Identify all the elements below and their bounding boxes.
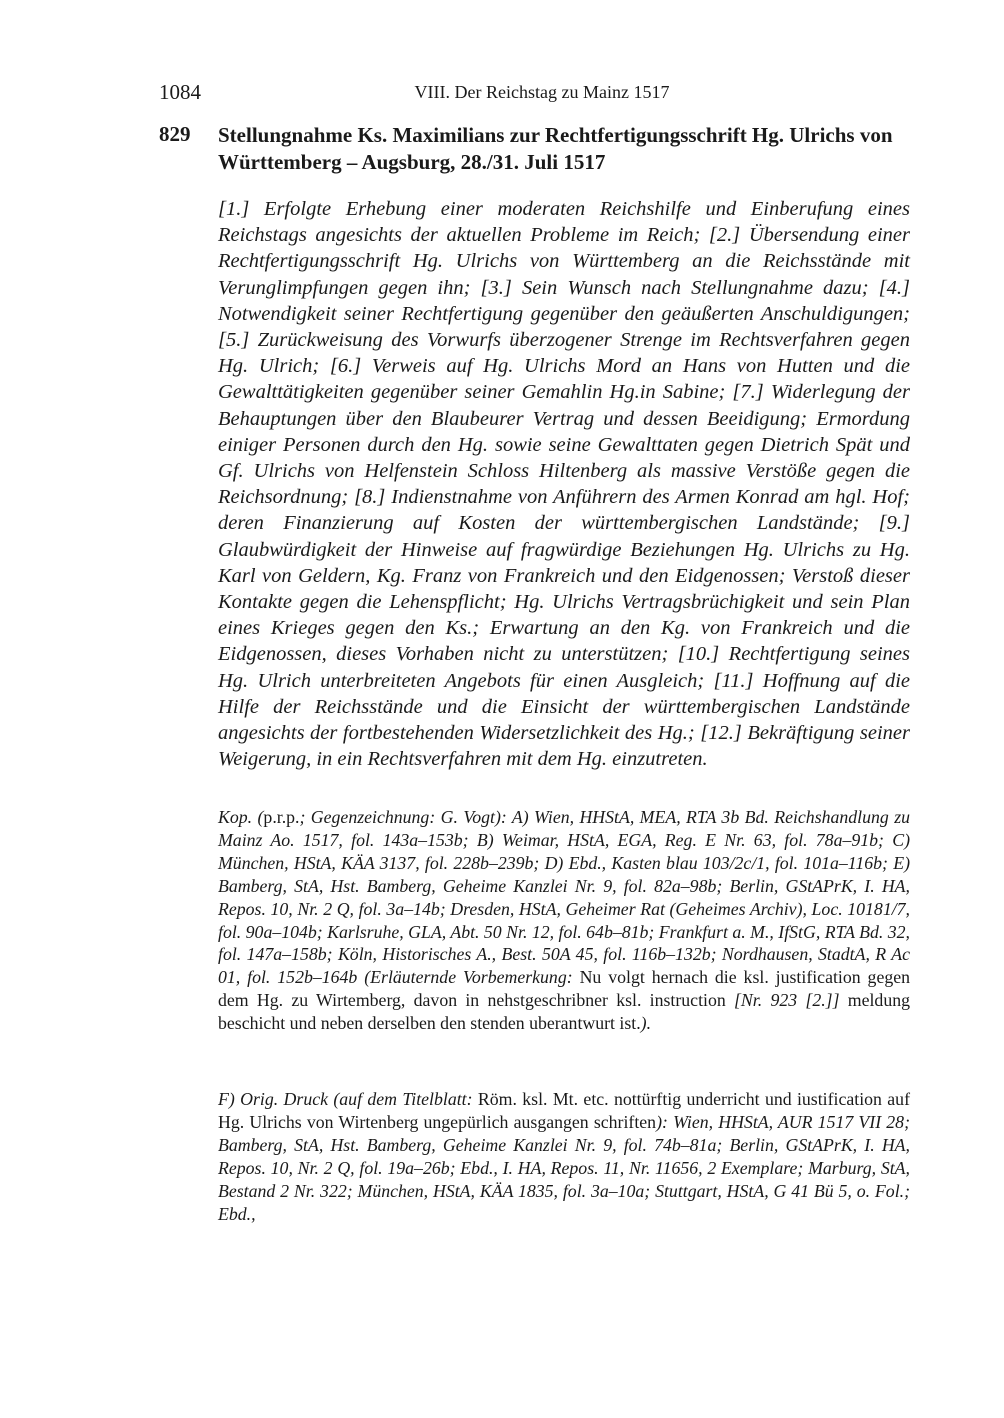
source-copies-reference: [Nr. 923 [2.]] — [734, 990, 840, 1011]
source-original-list: ): Wien, HHStA, AUR 1517 VII 28; Bamberg, StA, Hst. Bamberg, Geheime Kanzlei Nr. 9, fol. 74b–81a; Berlin, GStAPrK, I. HA, Repos. 10, Nr. 2 Q, fol. 19a–26b; Ebd., I. HA, Repos. 11, Nr. 11656, 2 Exemplare; Marburg, StA, Bestand 2 Nr. 322; München, HStA, KÄA 1835, fol. 3a–10a; Stuttgart, HStA, G 41 Bü 5, o. Fol.; Ebd., — [218, 1111, 910, 1224]
running-head: VIII. Der Reichstag zu Mainz 1517 — [414, 82, 670, 102]
source-original-intro: F) Orig. Druck (auf dem Titelblatt: — [218, 1089, 478, 1109]
page-number: 1084 — [159, 80, 201, 104]
source-copies-quote: Nu volgt hernach die ksl. justification gegen dem Hg. zu Wirtemberg, davon in nehstgeschribner ksl. instruction — [218, 967, 911, 1011]
source-copies-close: ). — [640, 1013, 652, 1034]
source-copies-prp: p.r.p. — [263, 807, 300, 827]
source-original-print — [218, 1088, 910, 1225]
source-copies-quote-end: meldung beschicht und neben derselben den stenden uberantwurt ist. — [218, 990, 910, 1034]
regest-summary: [1.] Erfolgte Erhebung einer moderaten Reichshilfe und Einberufung eines Reichstags angesichts der aktuellen Probleme im Reich; [2.] Übersendung einer Rechtfertigungsschrift Hg. Ulrichs von Württemberg an die Reichsstände mit Verunglimpfungen gegen ihn; [3.] Sein Wunsch nach Stellungnahme dazu; [4.] Notwendigkeit seiner Rechtfertigung gegenüber den geäußerten Anschuldigungen; [5.] Zurückweisung des Vorwurfs überzogener Strenge im Rechtsverfahren gegen Hg. Ulrich; [6.] Verweis auf Hg. Ulrichs Mord an Hans von Hutten und die Gewalttätigkeiten gegenüber seiner Gemahlin Hg.in Sabine; [7.] Widerlegung der Behauptungen über den Blaubeurer Vertrag und dessen Beeidigung; Ermordung einiger Personen durch den Hg. sowie seine Gewalttaten gegen Dietrich Spät und Gf. Ulrichs von Helfenstein Schloss Hiltenberg als massive Verstöße gegen die Reichsordnung; [8.] Indienstnahme von Anführern des Armen Konrad am hgl. Hof; deren Finanzierung auf Kosten der württembergischen Landstände; [9.] Glaubwürdigkeit der Hinweise auf fragwürdige Beziehungen Hg. Ulrichs zu Hg. Karl von Geldern, Kg. Franz von Frankreich und den Eidgenossen; Verstoß dieser Kontakte gegen die Lehenspflicht; Hg. Ulrichs Vertragsbrüchigkeit und sein Plan eines Krieges gegen den Ks.; Erwartung an den Kg. von Frankreich und die Eidgenossen, dieses Vorhaben nicht zu unterstützen; [10.] Rechtfertigung seines Hg. Ulrich unterbreiteten Angebots für einen Ausgleich; [11.] Hoffnung auf die Hilfe der Reichsstände und die Einsicht der württembergischen Landstände angesichts der fortbestehenden Widersetzlichkeit des Hg.; [12.] Bekräftigung seiner Weigerung, in ein Rechtsverfahren mit dem Hg. einzutreten. — [218, 198, 910, 771]
source-original-title: Röm. ksl. Mt. etc. nottürftig underricht und iustification auf Hg. Ulrichs von Wirtenberg ungepürlich ausgangen schriften — [218, 1089, 910, 1132]
document-number: 829 — [159, 122, 191, 146]
document-title: Stellungnahme Ks. Maximilians zur Rechtfertigungsschrift Hg. Ulrichs von Württemberg – Augsburg, 28./31. Juli 1517 — [218, 123, 893, 174]
source-copies — [218, 806, 910, 1035]
source-copies-list: ; Gegenzeichnung: G. Vogt): A) Wien, HHStA, MEA, RTA 3b Bd. Reichshandlung zu Mainz Ao. 1517, fol. 143a–153b; B) Weimar, HStA, EGA, Reg. E Nr. 63, fol. 78a–91b; C) München, HStA, KÄA 3137, fol. 228b–239b; D) Ebd., Kasten blau 103/2c/1, fol. 101a–116b; E) Bamberg, StA, Hst. Bamberg, Geheime Kanzlei Nr. 9, fol. 82a–98b; Berlin, GStAPrK, I. HA, Repos. 10, Nr. 2 Q, fol. 3a–14b; Dresden, HStA, Geheimer Rat (Geheimes Archiv), Loc. 10181/7, fol. 90a–104b; Karlsruhe, GLA, Abt. 50 Nr. 12, fol. 64b–81b; Frankfurt a. M., IfStG, RTA Bd. 32, fol. 147a–158b; Köln, Historisches A., Best. 50A 45, fol. 116b–132b; Nordhausen, StadtA, R Ac 01, fol. 152b–164b (Erläuternde Vorbemerkung: — [218, 807, 911, 988]
source-copies-intro: Kop. ( — [218, 807, 264, 827]
